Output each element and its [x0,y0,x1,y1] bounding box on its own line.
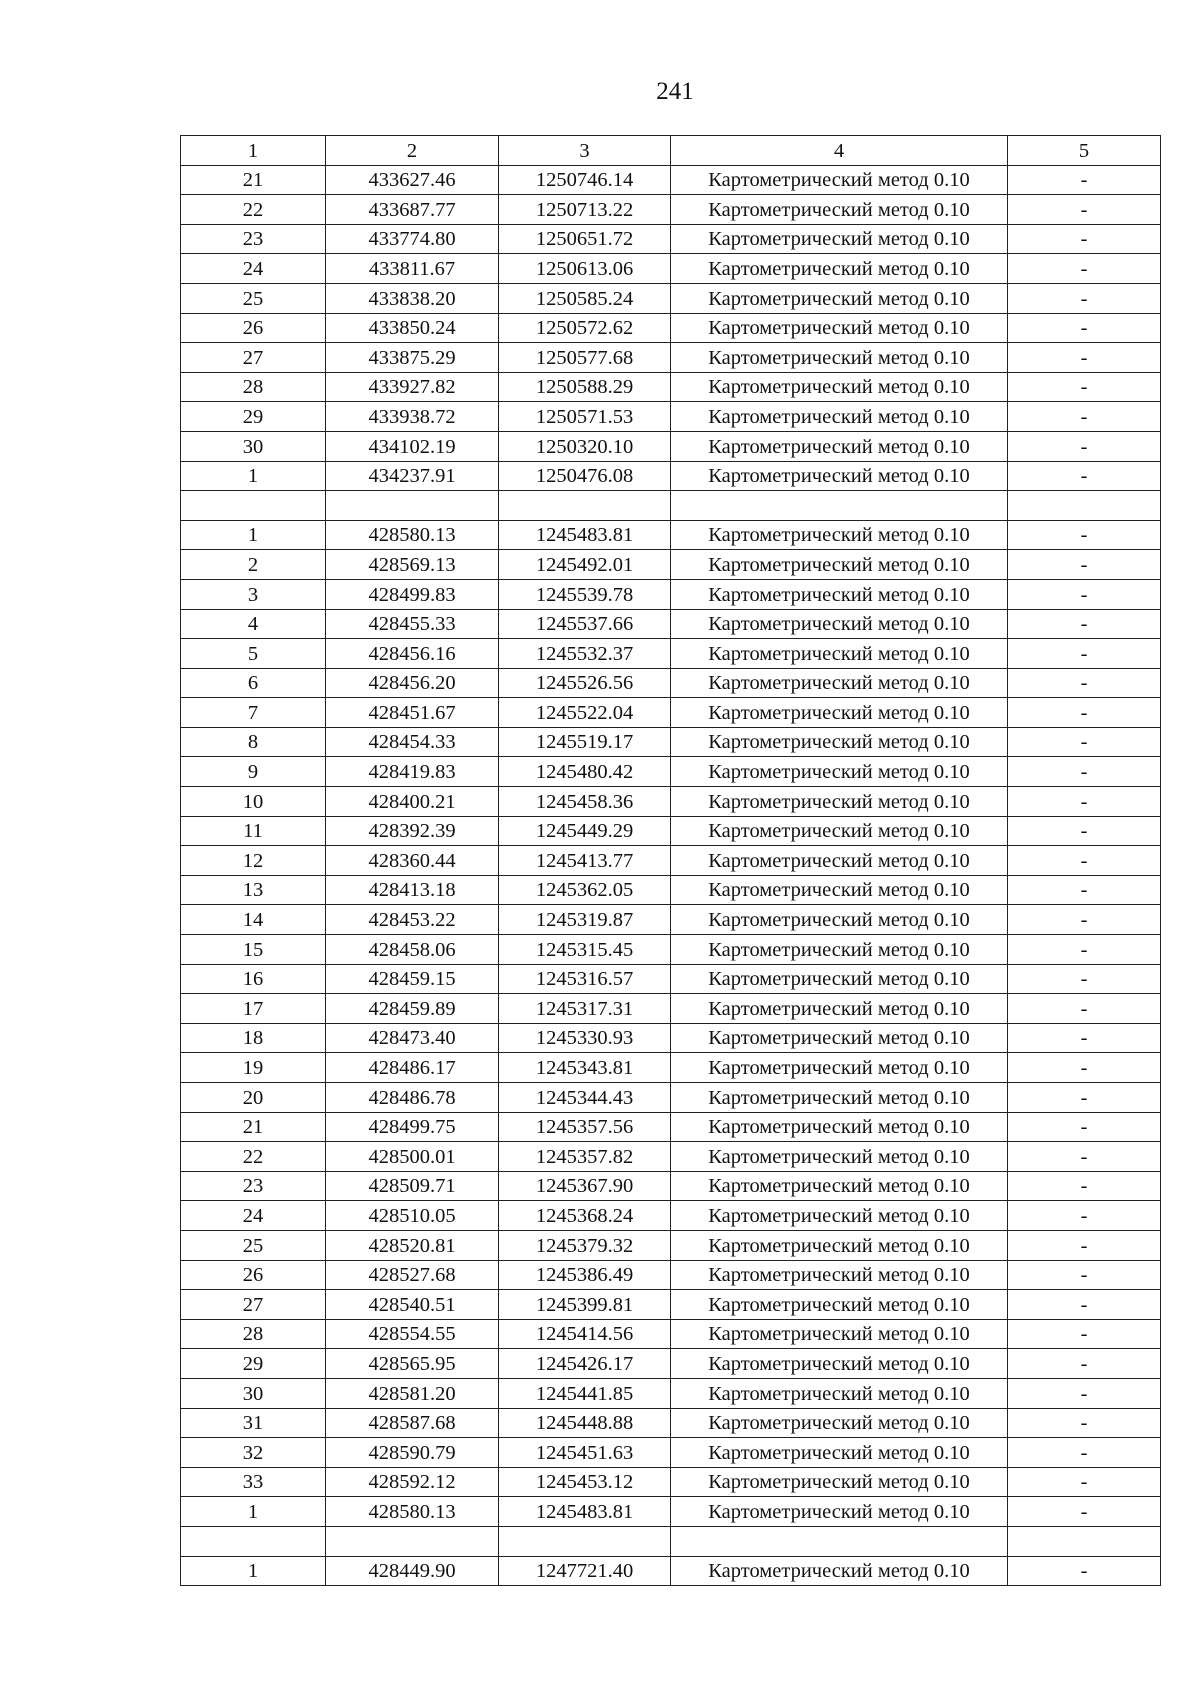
note-cell: - [1008,639,1161,669]
page-number: 241 [656,78,694,105]
column-header: 2 [326,136,499,166]
table-row [181,1290,1161,1320]
method-cell: Картометрический метод 0.10 [671,875,1008,905]
y-coordinate-cell: 1250713.22 [499,195,671,225]
note-cell: - [1008,668,1161,698]
y-coordinate-cell: 1245315.45 [499,935,671,965]
method-cell: Картометрический метод 0.10 [671,343,1008,373]
method-cell: Картометрический метод 0.10 [671,254,1008,284]
note-cell: - [1008,461,1161,491]
note-cell: - [1008,372,1161,402]
y-coordinate-cell: 1250476.08 [499,461,671,491]
y-coordinate-cell: 1245316.57 [499,964,671,994]
table-row [181,1201,1161,1231]
method-cell: Картометрический метод 0.10 [671,1112,1008,1142]
y-coordinate-cell: 1245480.42 [499,757,671,787]
note-cell: - [1008,875,1161,905]
y-coordinate-cell: 1245537.66 [499,609,671,639]
x-coordinate-cell: 428456.16 [326,639,499,669]
point-number-cell: 25 [181,283,326,313]
note-cell: - [1008,757,1161,787]
y-coordinate-cell: 1245367.90 [499,1171,671,1201]
x-coordinate-cell: 428554.55 [326,1319,499,1349]
point-number-cell: 28 [181,372,326,402]
x-coordinate-cell: 428486.78 [326,1083,499,1113]
method-cell: Картометрический метод 0.10 [671,757,1008,787]
table-row [181,1467,1161,1497]
note-cell: - [1008,1438,1161,1468]
point-number-cell: 21 [181,1112,326,1142]
x-coordinate-cell: 428453.22 [326,905,499,935]
point-number-cell: 30 [181,431,326,461]
point-number-cell: 1 [181,1556,326,1586]
y-coordinate-cell: 1245451.63 [499,1438,671,1468]
x-coordinate-cell: 433774.80 [326,224,499,254]
x-coordinate-cell: 428509.71 [326,1171,499,1201]
y-coordinate-cell: 1245399.81 [499,1290,671,1320]
note-cell: - [1008,283,1161,313]
note-cell: - [1008,1260,1161,1290]
method-cell: Картометрический метод 0.10 [671,579,1008,609]
x-coordinate-cell: 428499.75 [326,1112,499,1142]
method-cell: Картометрический метод 0.10 [671,165,1008,195]
point-number-cell: 9 [181,757,326,787]
method-cell: Картометрический метод 0.10 [671,1023,1008,1053]
y-coordinate-cell: 1250320.10 [499,431,671,461]
table-row [181,1319,1161,1349]
table-row [181,1260,1161,1290]
point-number-cell: 20 [181,1083,326,1113]
point-number-cell: 8 [181,727,326,757]
table-row [181,343,1161,373]
note-cell: - [1008,313,1161,343]
y-coordinate-cell: 1245483.81 [499,1497,671,1527]
point-number-cell: 19 [181,1053,326,1083]
method-cell: Картометрический метод 0.10 [671,609,1008,639]
x-coordinate-cell: 428527.68 [326,1260,499,1290]
y-coordinate-cell: 1245441.85 [499,1378,671,1408]
x-coordinate-cell: 428499.83 [326,579,499,609]
note-cell: - [1008,1171,1161,1201]
column-header: 4 [671,136,1008,166]
note-cell: - [1008,1556,1161,1586]
y-coordinate-cell: 1245453.12 [499,1467,671,1497]
method-cell: Картометрический метод 0.10 [671,905,1008,935]
method-cell: Картометрический метод 0.10 [671,1319,1008,1349]
y-coordinate-cell: 1250572.62 [499,313,671,343]
method-cell: Картометрический метод 0.10 [671,372,1008,402]
y-coordinate-cell: 1245519.17 [499,727,671,757]
method-cell: Картометрический метод 0.10 [671,1083,1008,1113]
point-number-cell: 17 [181,994,326,1024]
method-cell: Картометрический метод 0.10 [671,313,1008,343]
table-row [181,1556,1161,1586]
table-row [181,550,1161,580]
y-coordinate-cell: 1245448.88 [499,1408,671,1438]
point-number-cell: 22 [181,195,326,225]
method-cell: Картометрический метод 0.10 [671,1467,1008,1497]
x-coordinate-cell: 433627.46 [326,165,499,195]
method-cell [671,491,1008,521]
table-row [181,727,1161,757]
y-coordinate-cell: 1250577.68 [499,343,671,373]
table-row [181,1497,1161,1527]
x-coordinate-cell: 428500.01 [326,1142,499,1172]
table-row [181,935,1161,965]
method-cell: Картометрический метод 0.10 [671,224,1008,254]
note-cell: - [1008,520,1161,550]
point-number-cell: 6 [181,668,326,698]
x-coordinate-cell: 433687.77 [326,195,499,225]
x-coordinate-cell: 434102.19 [326,431,499,461]
point-number-cell: 22 [181,1142,326,1172]
method-cell: Картометрический метод 0.10 [671,283,1008,313]
x-coordinate-cell: 433938.72 [326,402,499,432]
y-coordinate-cell: 1245458.36 [499,787,671,817]
method-cell: Картометрический метод 0.10 [671,787,1008,817]
y-coordinate-cell: 1245379.32 [499,1230,671,1260]
point-number-cell: 21 [181,165,326,195]
note-cell: - [1008,1319,1161,1349]
y-coordinate-cell: 1245414.56 [499,1319,671,1349]
note-cell: - [1008,224,1161,254]
y-coordinate-cell: 1245426.17 [499,1349,671,1379]
table-row [181,1378,1161,1408]
note-cell: - [1008,816,1161,846]
x-coordinate-cell: 428590.79 [326,1438,499,1468]
x-coordinate-cell: 428419.83 [326,757,499,787]
table-row [181,195,1161,225]
x-coordinate-cell: 433850.24 [326,313,499,343]
point-number-cell: 27 [181,343,326,373]
y-coordinate-cell: 1245319.87 [499,905,671,935]
table-row [181,1112,1161,1142]
note-cell: - [1008,1497,1161,1527]
note-cell: - [1008,195,1161,225]
note-cell: - [1008,1349,1161,1379]
y-coordinate-cell: 1245357.56 [499,1112,671,1142]
x-coordinate-cell: 428510.05 [326,1201,499,1231]
point-number-cell: 10 [181,787,326,817]
table-header-row [181,136,1161,166]
note-cell [1008,1526,1161,1556]
method-cell: Картометрический метод 0.10 [671,1260,1008,1290]
note-cell: - [1008,1201,1161,1231]
method-cell: Картометрический метод 0.10 [671,1171,1008,1201]
y-coordinate-cell: 1245317.31 [499,994,671,1024]
x-coordinate-cell: 428455.33 [326,609,499,639]
y-coordinate-cell [499,1526,671,1556]
method-cell: Картометрический метод 0.10 [671,727,1008,757]
note-cell: - [1008,1230,1161,1260]
point-number-cell: 15 [181,935,326,965]
point-number-cell: 12 [181,846,326,876]
y-coordinate-cell: 1247721.40 [499,1556,671,1586]
y-coordinate-cell: 1245362.05 [499,875,671,905]
note-cell: - [1008,698,1161,728]
note-cell: - [1008,1112,1161,1142]
note-cell: - [1008,964,1161,994]
method-cell: Картометрический метод 0.10 [671,935,1008,965]
method-cell: Картометрический метод 0.10 [671,1378,1008,1408]
table-row [181,1408,1161,1438]
point-number-cell: 16 [181,964,326,994]
y-coordinate-cell: 1245532.37 [499,639,671,669]
table-row [181,1349,1161,1379]
point-number-cell: 14 [181,905,326,935]
point-number-cell: 13 [181,875,326,905]
note-cell: - [1008,550,1161,580]
x-coordinate-cell: 428392.39 [326,816,499,846]
x-coordinate-cell: 428360.44 [326,846,499,876]
point-number-cell: 27 [181,1290,326,1320]
point-number-cell: 33 [181,1467,326,1497]
table-row [181,609,1161,639]
y-coordinate-cell: 1250746.14 [499,165,671,195]
x-coordinate-cell: 428520.81 [326,1230,499,1260]
y-coordinate-cell: 1245492.01 [499,550,671,580]
table-row [181,402,1161,432]
note-cell: - [1008,1378,1161,1408]
point-number-cell: 7 [181,698,326,728]
note-cell: - [1008,431,1161,461]
y-coordinate-cell: 1245344.43 [499,1083,671,1113]
method-cell: Картометрический метод 0.10 [671,1349,1008,1379]
table-row [181,1438,1161,1468]
point-number-cell: 5 [181,639,326,669]
point-number-cell: 1 [181,1497,326,1527]
point-number-cell: 2 [181,550,326,580]
table-row [181,1053,1161,1083]
y-coordinate-cell: 1245413.77 [499,846,671,876]
x-coordinate-cell [326,1526,499,1556]
y-coordinate-cell: 1245330.93 [499,1023,671,1053]
point-number-cell: 26 [181,313,326,343]
table-row [181,905,1161,935]
note-cell: - [1008,254,1161,284]
y-coordinate-cell: 1250585.24 [499,283,671,313]
table-row [181,461,1161,491]
table-body [181,165,1161,1586]
x-coordinate-cell: 428486.17 [326,1053,499,1083]
table-row [181,520,1161,550]
x-coordinate-cell: 428458.06 [326,935,499,965]
method-cell: Картометрический метод 0.10 [671,1230,1008,1260]
method-cell: Картометрический метод 0.10 [671,698,1008,728]
method-cell: Картометрический метод 0.10 [671,994,1008,1024]
x-coordinate-cell: 433811.67 [326,254,499,284]
y-coordinate-cell: 1245449.29 [499,816,671,846]
note-cell: - [1008,1023,1161,1053]
y-coordinate-cell: 1245343.81 [499,1053,671,1083]
x-coordinate-cell: 428400.21 [326,787,499,817]
coordinates-table [180,135,1161,1586]
x-coordinate-cell: 433875.29 [326,343,499,373]
x-coordinate-cell: 428473.40 [326,1023,499,1053]
note-cell: - [1008,1467,1161,1497]
table-row [181,313,1161,343]
point-number-cell: 29 [181,402,326,432]
table-row [181,1171,1161,1201]
method-cell: Картометрический метод 0.10 [671,668,1008,698]
note-cell: - [1008,935,1161,965]
table-row [181,875,1161,905]
x-coordinate-cell: 428587.68 [326,1408,499,1438]
table-row [181,787,1161,817]
x-coordinate-cell: 428569.13 [326,550,499,580]
method-cell: Картометрический метод 0.10 [671,1408,1008,1438]
point-number-cell: 11 [181,816,326,846]
point-number-cell: 23 [181,224,326,254]
y-coordinate-cell: 1245386.49 [499,1260,671,1290]
method-cell: Картометрический метод 0.10 [671,1142,1008,1172]
method-cell: Картометрический метод 0.10 [671,1201,1008,1231]
y-coordinate-cell: 1245526.56 [499,668,671,698]
point-number-cell: 29 [181,1349,326,1379]
method-cell: Картометрический метод 0.10 [671,639,1008,669]
note-cell [1008,491,1161,521]
note-cell: - [1008,1083,1161,1113]
x-coordinate-cell: 433838.20 [326,283,499,313]
table-row [181,1526,1161,1556]
x-coordinate-cell: 428580.13 [326,520,499,550]
table-row [181,816,1161,846]
x-coordinate-cell: 428540.51 [326,1290,499,1320]
y-coordinate-cell: 1250588.29 [499,372,671,402]
table-row [181,431,1161,461]
column-header: 5 [1008,136,1161,166]
y-coordinate-cell: 1250571.53 [499,402,671,432]
method-cell: Картометрический метод 0.10 [671,846,1008,876]
method-cell: Картометрический метод 0.10 [671,520,1008,550]
note-cell: - [1008,609,1161,639]
point-number-cell: 3 [181,579,326,609]
note-cell: - [1008,1290,1161,1320]
note-cell: - [1008,1142,1161,1172]
method-cell: Картометрический метод 0.10 [671,461,1008,491]
point-number-cell: 32 [181,1438,326,1468]
table-row [181,283,1161,313]
y-coordinate-cell: 1245357.82 [499,1142,671,1172]
table-row [181,372,1161,402]
column-header: 1 [181,136,326,166]
point-number-cell: 23 [181,1171,326,1201]
note-cell: - [1008,727,1161,757]
point-number-cell: 26 [181,1260,326,1290]
point-number-cell [181,491,326,521]
method-cell: Картометрический метод 0.10 [671,1497,1008,1527]
x-coordinate-cell: 428451.67 [326,698,499,728]
y-coordinate-cell: 1245368.24 [499,1201,671,1231]
point-number-cell: 30 [181,1378,326,1408]
note-cell: - [1008,1408,1161,1438]
point-number-cell: 25 [181,1230,326,1260]
method-cell: Картометрический метод 0.10 [671,431,1008,461]
y-coordinate-cell: 1250613.06 [499,254,671,284]
y-coordinate-cell: 1245539.78 [499,579,671,609]
note-cell: - [1008,994,1161,1024]
table-row [181,964,1161,994]
point-number-cell: 4 [181,609,326,639]
x-coordinate-cell: 433927.82 [326,372,499,402]
table-row [181,165,1161,195]
point-number-cell [181,1526,326,1556]
method-cell: Картометрический метод 0.10 [671,550,1008,580]
note-cell: - [1008,1053,1161,1083]
x-coordinate-cell: 428449.90 [326,1556,499,1586]
method-cell [671,1526,1008,1556]
x-coordinate-cell: 428454.33 [326,727,499,757]
table-row [181,668,1161,698]
table-row [181,1083,1161,1113]
x-coordinate-cell: 434237.91 [326,461,499,491]
point-number-cell: 31 [181,1408,326,1438]
table-row [181,224,1161,254]
y-coordinate-cell: 1250651.72 [499,224,671,254]
table-row [181,757,1161,787]
table-row [181,698,1161,728]
point-number-cell: 1 [181,461,326,491]
point-number-cell: 24 [181,1201,326,1231]
table-row [181,639,1161,669]
x-coordinate-cell: 428456.20 [326,668,499,698]
table-row [181,1142,1161,1172]
point-number-cell: 24 [181,254,326,284]
method-cell: Картометрический метод 0.10 [671,195,1008,225]
x-coordinate-cell: 428459.15 [326,964,499,994]
table-row [181,1023,1161,1053]
method-cell: Картометрический метод 0.10 [671,402,1008,432]
table-row [181,846,1161,876]
x-coordinate-cell: 428580.13 [326,1497,499,1527]
table-row [181,994,1161,1024]
point-number-cell: 28 [181,1319,326,1349]
point-number-cell: 18 [181,1023,326,1053]
note-cell: - [1008,165,1161,195]
method-cell: Картометрический метод 0.10 [671,964,1008,994]
table-row [181,254,1161,284]
y-coordinate-cell: 1245522.04 [499,698,671,728]
note-cell: - [1008,402,1161,432]
table-row [181,491,1161,521]
y-coordinate-cell: 1245483.81 [499,520,671,550]
point-number-cell: 1 [181,520,326,550]
y-coordinate-cell [499,491,671,521]
x-coordinate-cell: 428413.18 [326,875,499,905]
note-cell: - [1008,787,1161,817]
method-cell: Картометрический метод 0.10 [671,1053,1008,1083]
table-row [181,579,1161,609]
method-cell: Картометрический метод 0.10 [671,1290,1008,1320]
table-row [181,1230,1161,1260]
method-cell: Картометрический метод 0.10 [671,816,1008,846]
note-cell: - [1008,846,1161,876]
column-header: 3 [499,136,671,166]
note-cell: - [1008,905,1161,935]
method-cell: Картометрический метод 0.10 [671,1556,1008,1586]
x-coordinate-cell: 428592.12 [326,1467,499,1497]
x-coordinate-cell: 428581.20 [326,1378,499,1408]
x-coordinate-cell [326,491,499,521]
x-coordinate-cell: 428565.95 [326,1349,499,1379]
note-cell: - [1008,579,1161,609]
note-cell: - [1008,343,1161,373]
x-coordinate-cell: 428459.89 [326,994,499,1024]
method-cell: Картометрический метод 0.10 [671,1438,1008,1468]
